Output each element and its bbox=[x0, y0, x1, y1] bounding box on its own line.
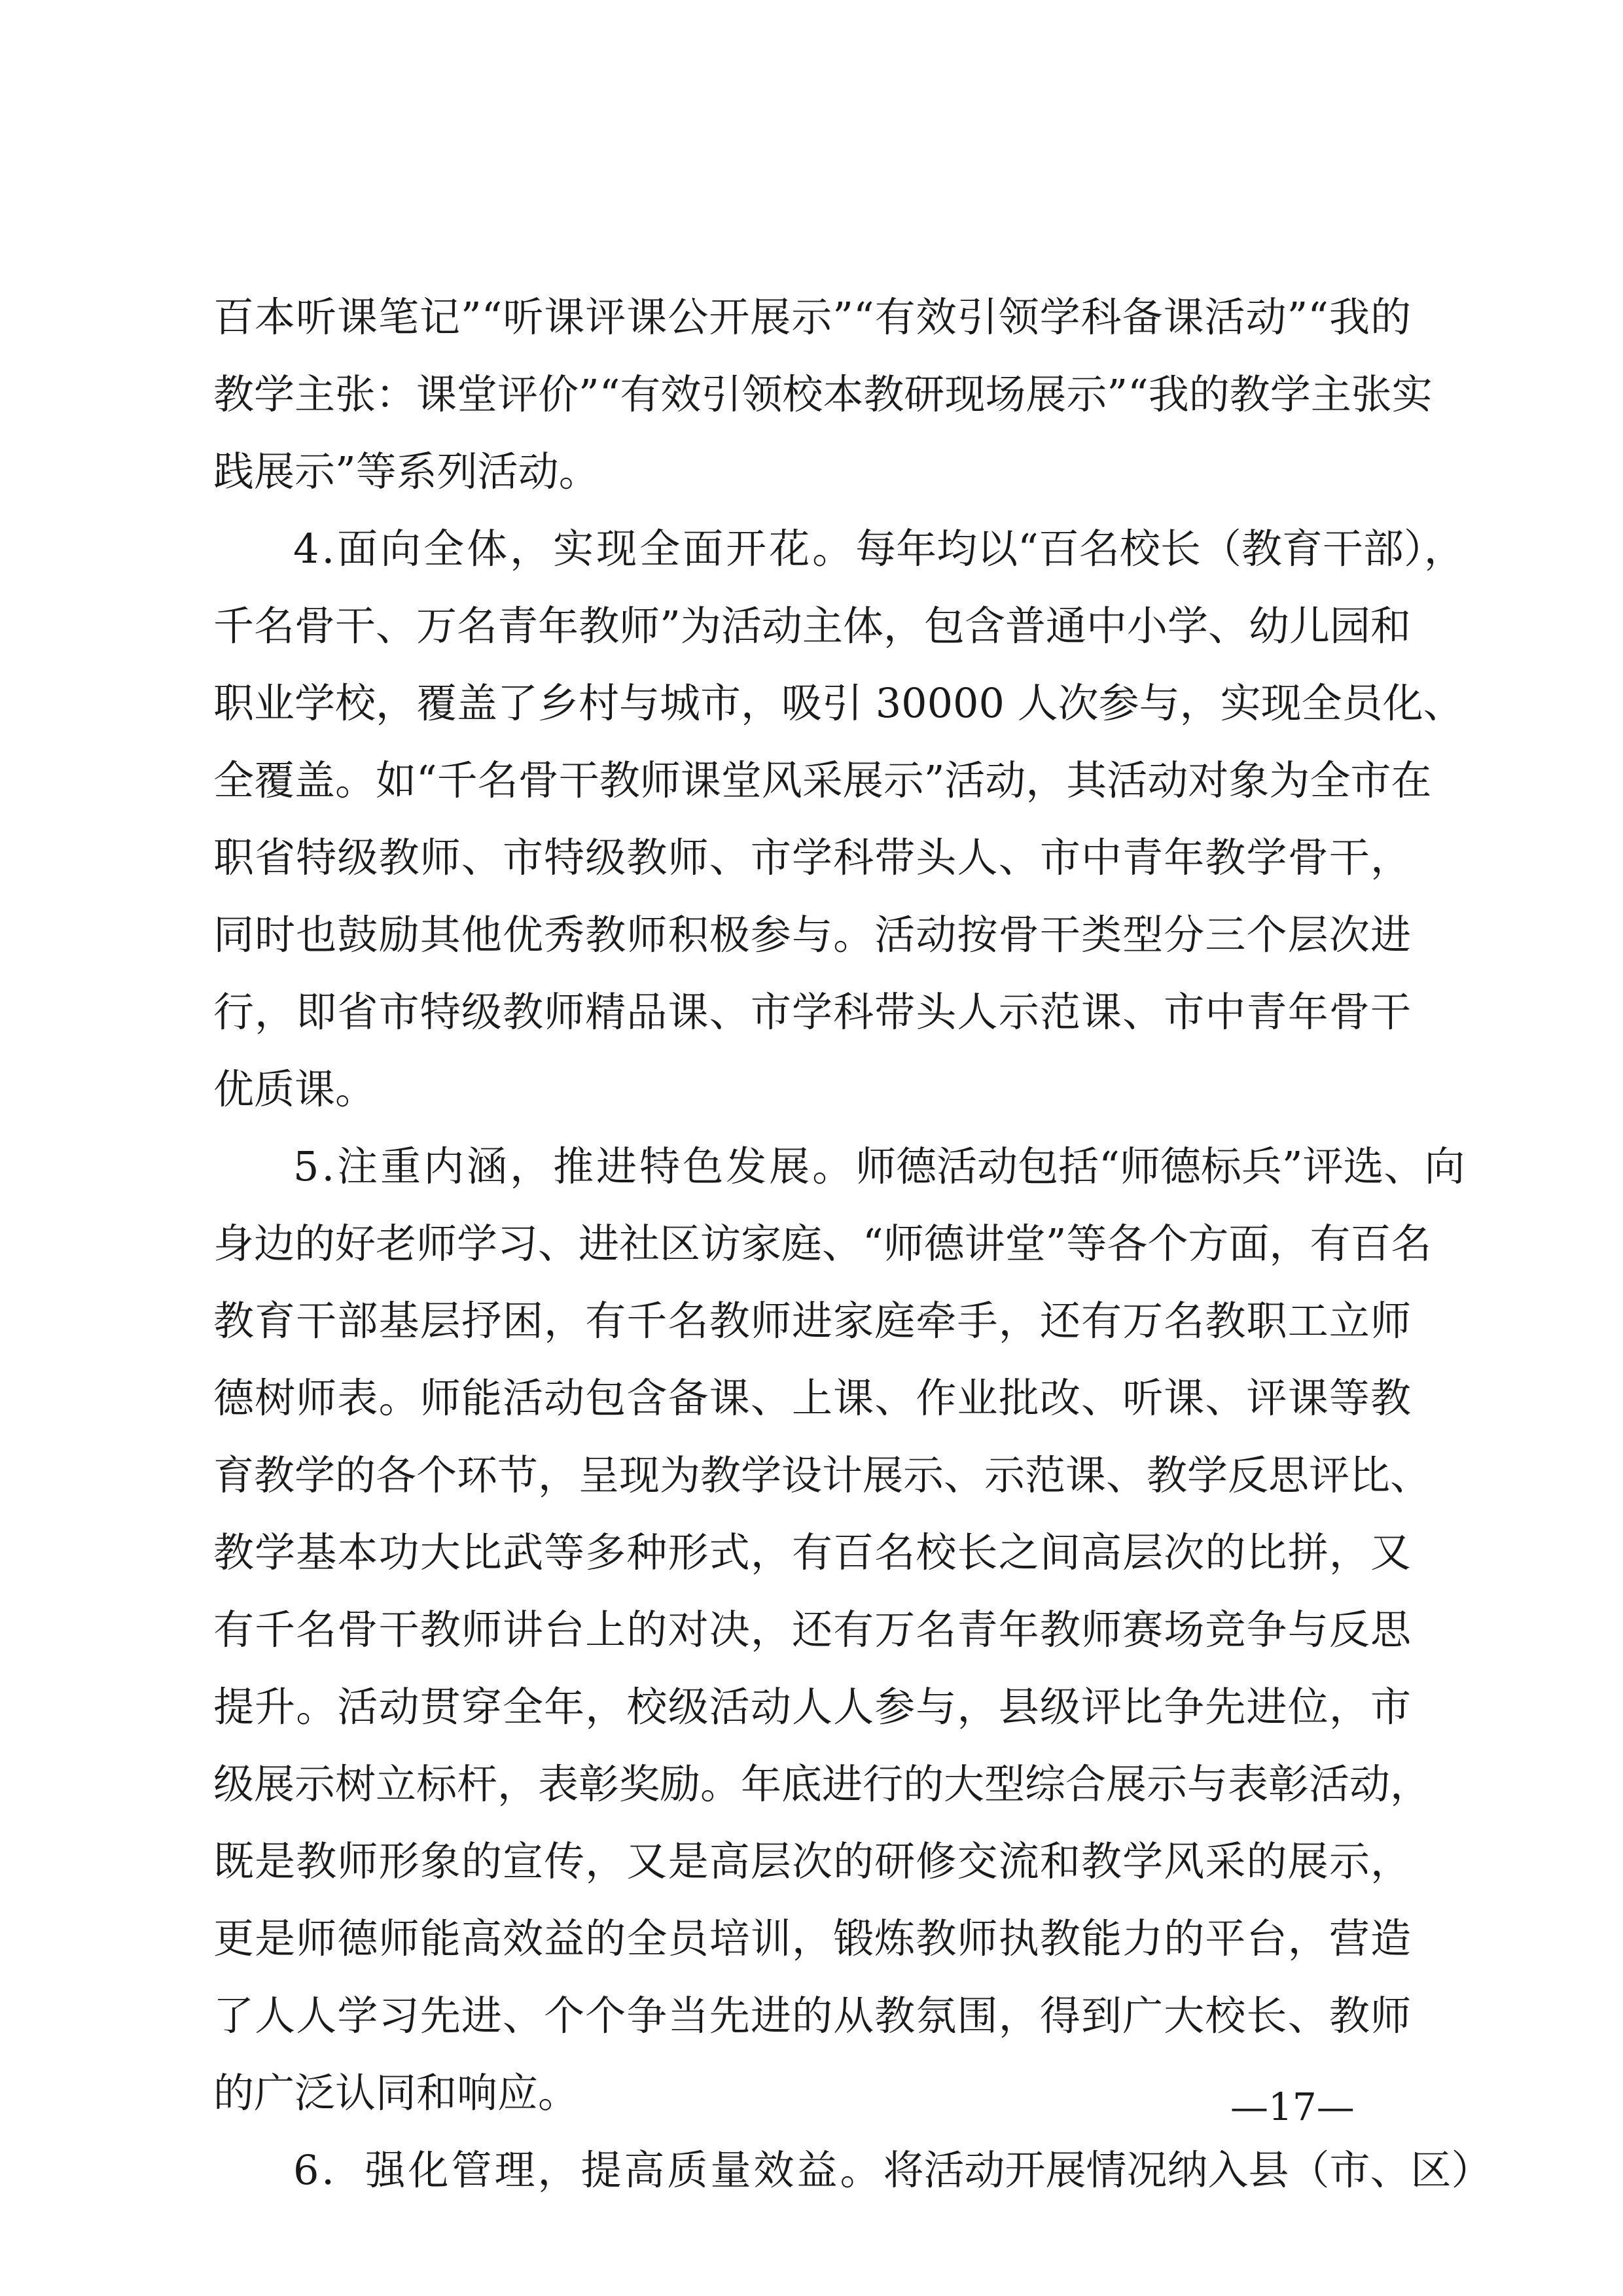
paragraph-line: 教育干部基层抒困，有千名教师进家庭牵手，还有万名教职工立师 bbox=[213, 1297, 1411, 1345]
paragraph-line: 优质课。 bbox=[213, 1065, 376, 1113]
paragraph-line: 德树师表。师能活动包含备课、上课、作业批改、听课、评课等教 bbox=[213, 1374, 1411, 1422]
paragraph-text: 每年均以“百名校长（教育干部）， bbox=[855, 525, 1465, 573]
paragraph-line: 身边的好老师学习、进社区访家庭、“师德讲堂”等各个方面，有百名 bbox=[213, 1220, 1432, 1267]
paragraph-line: 级展示树立标杆，表彰奖励。年底进行的大型综合展示与表彰活动， bbox=[213, 1760, 1431, 1808]
paragraph-first-line bbox=[293, 2134, 1492, 2206]
paragraph-line: 行，即省市特级教师精品课、市学科带头人示范课、市中青年骨干 bbox=[213, 988, 1411, 1036]
page-number: —17— bbox=[1230, 2085, 1355, 2129]
paragraph-line: 全覆盖。如“千名骨干教师课堂风采展示”活动，其活动对象为全市在 bbox=[213, 756, 1432, 804]
section-heading: 6．强化管理，提高质量效益。 bbox=[293, 2146, 883, 2194]
section-heading: 5.注重内涵，推进特色发展。 bbox=[293, 1142, 856, 1190]
paragraph-line: 千名骨干、万名青年教师”为活动主体，包含普通中小学、幼儿园和 bbox=[213, 602, 1411, 650]
paragraph-first-line bbox=[293, 513, 1465, 585]
paragraph-line: 更是师德师能高效益的全员培训，锻炼教师执教能力的平台，营造 bbox=[213, 1915, 1411, 1962]
paragraph-line: 有千名骨干教师讲台上的对决，还有万名青年教师赛场竞争与反思 bbox=[213, 1606, 1411, 1653]
paragraph-line: 育教学的各个环节，呈现为教学设计展示、示范课、教学反思评比、 bbox=[213, 1451, 1431, 1499]
paragraph-line: 践展示”等系列活动。 bbox=[213, 448, 599, 495]
paragraph-line: 百本听课笔记”“听课评课公开展示”“有效引领学科备课活动”“我的 bbox=[213, 293, 1411, 341]
paragraph-line: 职省特级教师、市特级教师、市学科带头人、市中青年教学骨干， bbox=[213, 834, 1411, 881]
paragraph-line: 教学主张：课堂评价”“有效引领校本教研现场展示”“我的教学主张实 bbox=[213, 370, 1433, 418]
paragraph-line: 既是教师形象的宣传，又是高层次的研修交流和教学风采的展示， bbox=[213, 1837, 1411, 1885]
section-heading: 4.面向全体，实现全面开花。 bbox=[293, 525, 856, 573]
paragraph-line: 了人人学习先进、个个争当先进的从教氛围，得到广大校长、教师 bbox=[213, 1992, 1411, 2040]
paragraph-line: 的广泛认同和响应。 bbox=[213, 2069, 579, 2117]
paragraph-text: 师德活动包括“师德标兵”评选、向 bbox=[855, 1142, 1465, 1190]
paragraph-line: 同时也鼓励其他优秀教师积极参与。活动按骨干类型分三个层次进 bbox=[213, 911, 1411, 959]
paragraph-line: 提升。活动贯穿全年，校级活动人人参与，县级评比争先进位，市 bbox=[213, 1683, 1411, 1731]
paragraph-line: 职业学校，覆盖了乡村与城市，吸引 30000 人次参与，实现全员化、 bbox=[213, 679, 1464, 727]
paragraph-text: 将活动开展情况纳入县（市、区） bbox=[883, 2146, 1492, 2194]
paragraph-first-line bbox=[293, 1131, 1465, 1203]
paragraph-line: 教学基本功大比武等多种形式，有百名校长之间高层次的比拼，又 bbox=[213, 1528, 1411, 1576]
